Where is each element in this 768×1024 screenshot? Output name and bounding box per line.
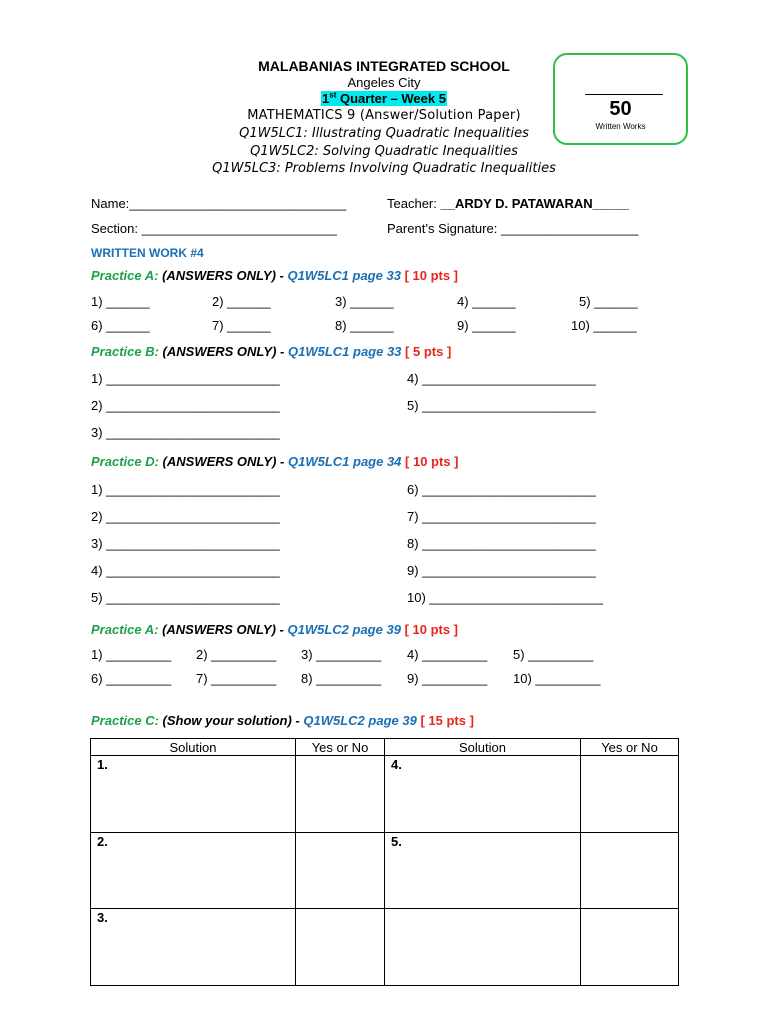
parent-signature-field[interactable]: Parent’s Signature: ___________________ (387, 221, 639, 236)
table-header: Solution (385, 739, 581, 756)
answer-blank[interactable]: 6) ______ (91, 318, 150, 333)
learning-competency-3: Q1W5LC3: Problems Involving Quadratic Inequalities (212, 161, 556, 176)
school-name: MALABANIAS INTEGRATED SCHOOL (258, 58, 510, 74)
answer-blank[interactable]: 5) ______ (579, 294, 638, 309)
table-header: Yes or No (581, 739, 679, 756)
table-row (91, 909, 679, 986)
school-city: Angeles City (347, 75, 421, 90)
answer-blank[interactable]: 1) _________ (91, 647, 172, 662)
answer-blank[interactable]: 10) _________ (513, 671, 601, 686)
answer-line[interactable]: 3) ________________________ (91, 536, 280, 551)
yes-no-cell[interactable] (296, 909, 385, 986)
answer-line[interactable]: 10) ________________________ (407, 590, 603, 605)
answer-line[interactable]: 2) ________________________ (91, 509, 280, 524)
answer-line[interactable]: 1) ________________________ (91, 371, 280, 386)
solution-cell[interactable]: 4. (385, 756, 581, 833)
answer-line[interactable]: 7) ________________________ (407, 509, 596, 524)
table-header: Yes or No (296, 739, 385, 756)
table-row (91, 833, 679, 909)
solution-cell[interactable]: 2. (91, 833, 296, 909)
yes-no-cell[interactable] (296, 756, 385, 833)
answer-blank[interactable]: 7) _________ (196, 671, 277, 686)
answer-line[interactable]: 5) ________________________ (91, 590, 280, 605)
teacher-name: __ARDY D. PATAWARAN_____ (440, 196, 629, 211)
answer-line[interactable]: 4) ________________________ (407, 371, 596, 386)
practice-b-heading: Practice B: (ANSWERS ONLY) - Q1W5LC1 page 33 [ 5 pts ] (91, 344, 452, 359)
solution-cell[interactable]: 3. (91, 909, 296, 986)
answer-blank[interactable]: 2) _________ (196, 647, 277, 662)
score-label: Written Works (595, 122, 646, 131)
learning-competency-2: Q1W5LC2: Solving Quadratic Inequalities (250, 144, 518, 159)
answer-line[interactable]: 3) ________________________ (91, 425, 280, 440)
answer-blank[interactable]: 9) ______ (457, 318, 516, 333)
answer-line[interactable]: 2) ________________________ (91, 398, 280, 413)
answer-blank[interactable]: 8) _________ (301, 671, 382, 686)
answer-blank[interactable]: 5) _________ (513, 647, 594, 662)
practice-a-lc2-heading: Practice A: (ANSWERS ONLY) - Q1W5LC2 page 39 [ 10 pts ] (91, 622, 459, 637)
yes-no-cell[interactable] (296, 833, 385, 909)
score-blank-line (585, 94, 663, 95)
answer-blank[interactable]: 8) ______ (335, 318, 394, 333)
yes-no-cell[interactable] (581, 909, 679, 986)
solution-table (90, 738, 679, 986)
answer-line[interactable]: 5) ________________________ (407, 398, 596, 413)
answer-blank[interactable]: 7) ______ (212, 318, 271, 333)
table-row (91, 756, 679, 833)
table-header: Solution (91, 739, 296, 756)
answer-blank[interactable]: 2) ______ (212, 294, 271, 309)
section-field[interactable]: Section: ___________________________ (91, 221, 337, 236)
answer-blank[interactable]: 4) ______ (457, 294, 516, 309)
answer-line[interactable]: 6) ________________________ (407, 482, 596, 497)
answer-line[interactable]: 8) ________________________ (407, 536, 596, 551)
score-total: 50 (609, 98, 632, 120)
practice-a-lc1-heading: Practice A: (ANSWERS ONLY) - Q1W5LC1 page 33 [ 10 pts ] (91, 268, 459, 283)
learning-competency-1: Q1W5LC1: Illustrating Quadratic Inequalities (239, 126, 529, 141)
score-box (553, 53, 688, 145)
subject-title: MATHEMATICS 9 (Answer/Solution Paper) (247, 108, 521, 123)
solution-cell[interactable]: 5. (385, 833, 581, 909)
practice-d-heading: Practice D: (ANSWERS ONLY) - Q1W5LC1 page 34 [ 10 pts ] (91, 454, 459, 469)
teacher-field: Teacher: __ARDY D. PATAWARAN_____ (387, 196, 629, 211)
quarter-week: 1st Quarter – Week 5 (322, 91, 446, 107)
solution-cell[interactable] (385, 909, 581, 986)
solution-cell[interactable]: 1. (91, 756, 296, 833)
answer-blank[interactable]: 4) _________ (407, 647, 488, 662)
yes-no-cell[interactable] (581, 833, 679, 909)
answer-blank[interactable]: 3) _________ (301, 647, 382, 662)
yes-no-cell[interactable] (581, 756, 679, 833)
answer-blank[interactable]: 3) ______ (335, 294, 394, 309)
answer-line[interactable]: 9) ________________________ (407, 563, 596, 578)
answer-blank[interactable]: 1) ______ (91, 294, 150, 309)
answer-blank[interactable]: 9) _________ (407, 671, 488, 686)
practice-c-heading: Practice C: (Show your solution) - Q1W5LC2 page 39 [ 15 pts ] (91, 713, 474, 728)
written-work-title: WRITTEN WORK #4 (91, 246, 204, 260)
answer-line[interactable]: 4) ________________________ (91, 563, 280, 578)
name-field[interactable]: Name:______________________________ (91, 196, 347, 211)
answer-blank[interactable]: 10) ______ (571, 318, 637, 333)
answer-line[interactable]: 1) ________________________ (91, 482, 280, 497)
answer-blank[interactable]: 6) _________ (91, 671, 172, 686)
